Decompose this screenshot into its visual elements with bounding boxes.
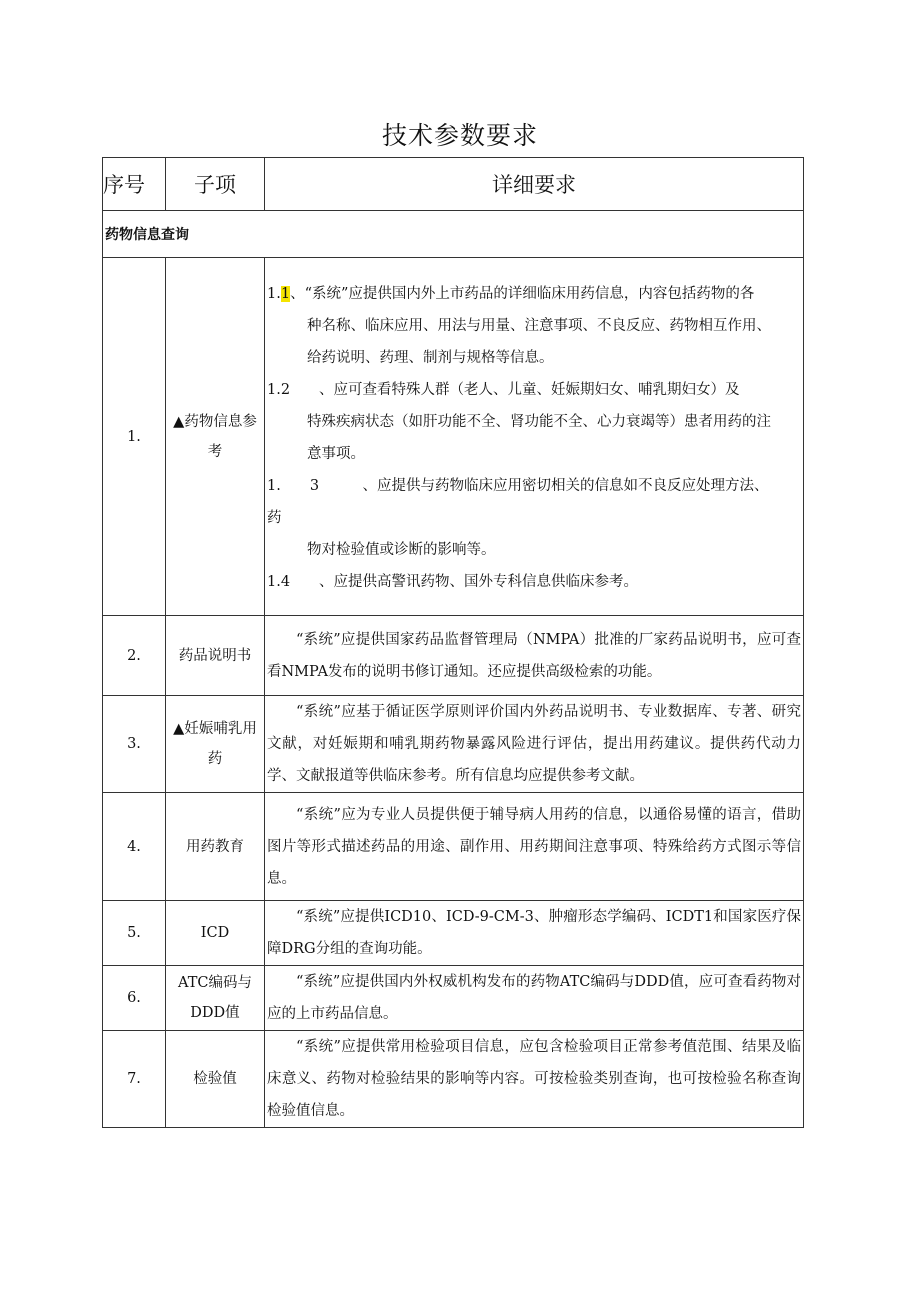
table-row <box>103 258 804 616</box>
table-row <box>103 616 804 696</box>
header-detail: 详细要求 <box>265 158 804 211</box>
row-number: 6. <box>103 966 166 1031</box>
section-row <box>103 211 804 258</box>
detail-number: 1. <box>267 285 281 302</box>
detail-line: 1. 3 、应提供与药物临床应用密切相关的信息如不良反应处理方法、 <box>267 477 769 494</box>
detail-line: 1.1、“系统”应提供国内外上市药品的详细临床用药信息，内容包括药物的各 <box>267 285 755 302</box>
detail-line: 1.4 、应提供高警讯药物、国外专科信息供临床参考。 <box>267 573 639 590</box>
row-item: ICD <box>166 901 265 966</box>
table-row <box>103 793 804 901</box>
detail-line: 给药说明、药理、制剂与规格等信息。 <box>307 349 554 366</box>
row-detail: “系统”应为专业人员提供便于辅导病人用药的信息，以通俗易懂的语言，借助图片等形式描述药品的用途、副作用、用药期间注意事项、特殊给药方式图示等信息。 <box>265 793 804 901</box>
row-item: 用药教育 <box>166 793 265 901</box>
row-detail: “系统”应提供国家药品监督管理局（NMPA）批准的厂家药品说明书，应可查看NMPA发布的说明书修订通知。还应提供高级检索的功能。 <box>265 616 804 696</box>
table-row <box>103 901 804 966</box>
detail-line: 物对检验值或诊断的影响等。 <box>307 541 496 558</box>
section-title: 药物信息查询 <box>103 211 804 258</box>
header-item: 子项 <box>166 158 265 211</box>
row-item-line: ▲药物信息参 <box>173 413 257 430</box>
detail-line: 意事项。 <box>307 445 365 462</box>
row-detail <box>265 258 804 616</box>
requirements-table <box>102 157 804 1128</box>
document-title: 技术参数要求 <box>381 121 538 150</box>
detail-line: 1.2 、应可查看特殊人群（老人、儿童、妊娠期妇女、哺乳期妇女）及 <box>267 381 740 398</box>
detail-line: 特殊疾病状态（如肝功能不全、肾功能不全、心力衰竭等）患者用药的注 <box>307 413 771 430</box>
header-no: 序号 <box>103 158 166 211</box>
highlight-mark: 1 <box>280 285 291 302</box>
row-number: 5. <box>103 901 166 966</box>
row-number: 2. <box>103 616 166 696</box>
table-header-row <box>103 158 804 211</box>
detail-line: 药 <box>267 509 282 526</box>
row-item <box>166 258 265 616</box>
row-number: 1. <box>103 258 166 616</box>
row-item: 药品说明书 <box>166 616 265 696</box>
row-detail: “系统”应提供ICD10、ICD-9-CM-3、肿瘤形态学编码、ICDT1和国家医疗保障DRG分组的查询功能。 <box>265 901 804 966</box>
row-item: ▲妊娠哺乳用药 <box>166 696 265 793</box>
row-item: ATC编码与DDD值 <box>166 966 265 1031</box>
row-number: 7. <box>103 1031 166 1128</box>
row-number: 4. <box>103 793 166 901</box>
row-detail: “系统”应提供常用检验项目信息，应包含检验项目正常参考值范围、结果及临床意义、药物对检验结果的影响等内容。可按检验类别查询，也可按检验名称查询检验值信息。 <box>265 1031 804 1128</box>
row-detail: “系统”应基于循证医学原则评价国内外药品说明书、专业数据库、专著、研究文献，对妊娠期和哺乳期药物暴露风险进行评估，提出用药建议。提供药代动力学、文献报道等供临床参考。所有信息均应提供参考文献。 <box>265 696 804 793</box>
row-detail: “系统”应提供国内外权威机构发布的药物ATC编码与DDD值，应可查看药物对应的上市药品信息。 <box>265 966 804 1031</box>
detail-line: 种名称、临床应用、用法与用量、注意事项、不良反应、药物相互作用、 <box>307 317 771 334</box>
table-row <box>103 696 804 793</box>
table-row <box>103 966 804 1031</box>
row-number: 3. <box>103 696 166 793</box>
row-item-line: 考 <box>207 443 223 460</box>
row-item: 检验值 <box>166 1031 265 1128</box>
table-row <box>103 1031 804 1128</box>
